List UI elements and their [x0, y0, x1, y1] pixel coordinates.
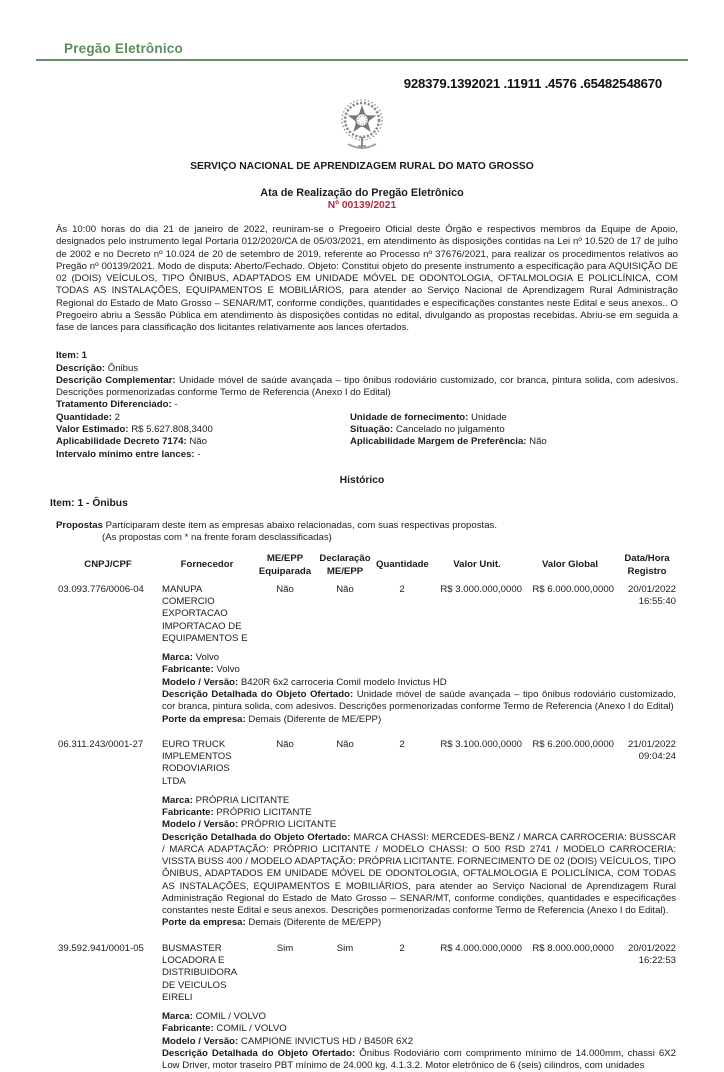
valor-global-cell: R$ 6.200.000,0000 [532, 738, 614, 750]
declaracao-cell: Não [336, 583, 354, 595]
data-value: 20/01/2022 [627, 583, 676, 595]
column-header-fornecedor: Fornecedor [180, 559, 234, 571]
modelo-label: Modelo / Versão: [162, 676, 239, 688]
cnpj-cell: 03.093.776/0006-04 [58, 583, 144, 595]
table-row [56, 943, 678, 1072]
propostas-table [56, 553, 678, 1072]
marca-value: Volvo [195, 652, 220, 664]
fornecedor-cell: BUSMASTER LOCADORA E DISTRIBUIDORA DE VEICULOS EIRELI [162, 942, 237, 1003]
fabricante-value: PRÓPRIO LICITANTE [216, 807, 312, 819]
fabricante-value: COMIL / VOLVO [216, 1023, 287, 1035]
hora-value: 09:04:24 [638, 751, 676, 763]
marca-value: COMIL / VOLVO [195, 1011, 266, 1023]
fabricante-line [162, 664, 676, 676]
descricao-complementar-value: Unidade móvel de saúde avançada – tipo ônibus rodoviário customizado, cor branca, pintura solida, com adesivos. Descrições pormenorizadas conforme Termo de Referencia (Anexo I do Edital) [56, 374, 679, 399]
unidade-value: Unidade [471, 411, 507, 423]
column-header-me-epp: ME/EPP Equiparada [258, 553, 312, 577]
column-header-cnpj: CNPJ/CPF [84, 559, 132, 571]
descricao-detalhada-label: Descrição Detalhada do Objeto Ofertado: [162, 688, 354, 700]
item-descricao-line [56, 363, 678, 375]
descricao-detalhada-label: Descrição Detalhada do Objeto Ofertado: [162, 1047, 356, 1059]
propostas-intro [56, 520, 678, 545]
item-section [56, 350, 678, 460]
item-fields-grid [56, 412, 678, 461]
marca-label: Marca: [162, 794, 193, 806]
valor-global-cell: R$ 8.000.000,0000 [532, 942, 614, 954]
item-descricao-complementar-line [56, 375, 678, 400]
table-header-row [56, 553, 678, 578]
data-hora-cell [616, 943, 678, 1004]
porte-line [162, 714, 676, 726]
situacao-value: Cancelado no julgamento [395, 423, 505, 435]
decreto-value: Não [189, 436, 207, 448]
descricao-detalhada-line [162, 689, 676, 714]
row-details [160, 795, 678, 930]
porte-value: Demais (Diferente de ME/EPP) [248, 917, 382, 929]
fornecedor-cell: EURO TRUCK IMPLEMENTOS RODOVIARIOS LTDA [162, 738, 232, 787]
me-epp-cell: Sim [276, 942, 294, 954]
descricao-value: Ônibus [107, 362, 139, 374]
fabricante-label: Fabricante: [162, 1023, 214, 1035]
marca-line [162, 1011, 676, 1023]
table-row [56, 739, 678, 930]
unidade-line [350, 412, 678, 424]
situacao-label: Situação: [350, 423, 394, 435]
modelo-line [162, 819, 676, 831]
propostas-line [56, 520, 678, 532]
marca-label: Marca: [162, 1011, 193, 1023]
fabricante-line [162, 807, 676, 819]
propostas-label: Propostas [56, 519, 103, 531]
porte-value: Demais (Diferente de ME/EPP) [248, 713, 382, 725]
column-header-quantidade: Quantidade [376, 559, 429, 571]
me-epp-cell: Não [276, 583, 294, 595]
document-title: Ata de Realização do Pregão Eletrônico [260, 187, 464, 199]
valor-estimado-value: R$ 5.627.808,3400 [131, 423, 213, 435]
valor-global-cell: R$ 6.000.000,0000 [532, 583, 614, 595]
porte-line [162, 917, 676, 929]
declaracao-cell: Sim [336, 942, 354, 954]
valor-estimado-label: Valor Estimado: [56, 423, 129, 435]
tratamento-label: Tratamento Diferenciado: [56, 399, 172, 411]
quantidade-line [56, 412, 350, 424]
modelo-label: Modelo / Versão: [162, 1035, 239, 1047]
cnpj-cell: 06.311.243/0001-27 [58, 738, 144, 750]
table-row [56, 584, 678, 726]
coat-of-arms-icon [0, 94, 724, 156]
fabricante-value: Volvo [216, 664, 240, 676]
hora-value: 16:55:40 [638, 596, 676, 608]
propostas-text: Participaram deste item as empresas abaixo relacionadas, com suas respectivas propostas. [105, 519, 497, 531]
marca-line [162, 652, 676, 664]
descricao-detalhada-line [162, 1048, 676, 1072]
marca-value: PRÓPRIA LICITANTE [195, 794, 290, 806]
descricao-detalhada-value: Ônibus Rodoviário com comprimento mínimo de 14.000mm, chassi 6X2 Low Driver, motor traseiro PBT mínimo de 24.000 kg. 4.1.3.2. Motor eletrônico de 6 (seis) cilindros, com unidades [162, 1047, 676, 1072]
modelo-label: Modelo / Versão: [162, 819, 239, 831]
quantidade-cell: 2 [399, 583, 405, 595]
intro-paragraph: Às 10:00 horas do dia 21 de janeiro de 2022, reuniram-se o Pregoeiro Oficial deste Órgão e respectivos membros da Equipe de Apoio, designados pelo instrumento legal Portaria 012/2020/CA de 05/03/2021, em atendimento às disposições contidas na Lei nº 10.520 de 17 de julho de 2002 e no Decreto nº 10.024 de 20 de setembro de 2019, referente ao Processo nº 37676/2021, para realizar os procedimentos relativos ao Pregão nº 00139/2021. Modo de disputa: Aberto/Fechado. Objeto: Constitui objeto do presente instrumento a especificação para AQUISIÇÃO DE 02 (DOIS) VEÍCULOS, TIPO ÔNIBUS, ADAPTADOS EM UNIDADE MÓVEL DE ODONTOLOGIA, OFTALMOLOGIA E POLICLÍNICA, COM TODAS AS INSTALAÇÕES, EQUIPAMENTOS E MOBILIÁRIOS, para atender ao Serviço Nacional de Aprendizagem Rural Administração Regional do Estado de Mato Grosso – SENAR/MT, conforme condições, quantidades e especificações constantes neste Edital e seus anexos.. O Pregoeiro abriu a Sessão Pública em atendimento às disposições contidas no edital, divulgando as propostas recebidas. Abriu-se em seguida a fase de lances para classificação dos licitantes relativamente aos lances ofertados. [56, 224, 678, 334]
descricao-complementar-label: Descrição Complementar: [56, 374, 176, 386]
row-details [160, 1011, 678, 1072]
descricao-detalhada-value: Unidade móvel de saúde avançada – tipo ônibus rodoviário customizado, cor branca, pintura solida, com adesivos. Descrições pormenorizadas conforme Termo de Referencia (Anexo I do Edital) [162, 688, 676, 713]
historico-item-heading: Item: 1 - Ônibus [50, 497, 128, 509]
modelo-value: B420R 6x2 carroceria Comil modelo Invictus HD [240, 676, 447, 688]
quantidade-value: 2 [114, 411, 120, 423]
section-title: Pregão Eletrônico [64, 41, 183, 56]
situacao-line [350, 424, 678, 436]
fabricante-label: Fabricante: [162, 664, 214, 676]
document-number: Nº 00139/2021 [327, 200, 397, 211]
marca-line [162, 795, 676, 807]
modelo-line [162, 1036, 676, 1048]
fabricante-label: Fabricante: [162, 807, 214, 819]
decreto-line [56, 436, 350, 448]
intervalo-value: - [197, 448, 201, 460]
data-hora-cell [616, 739, 678, 788]
margem-label: Aplicabilidade Margem de Preferência: [350, 436, 527, 448]
process-code: 928379.1392021 .11911 .4576 .65482548670 [403, 76, 662, 91]
document-page [0, 40, 724, 1072]
declaracao-cell: Não [336, 738, 354, 750]
margem-line [350, 436, 678, 448]
modelo-line [162, 677, 676, 689]
descricao-label: Descrição: [56, 362, 106, 374]
valor-unit-cell: R$ 3.100.000,0000 [440, 738, 522, 750]
row-details [160, 652, 678, 726]
porte-label: Porte da empresa: [162, 713, 246, 725]
modelo-value: CAMPIONE INVICTUS HD / B450R 6X2 [240, 1035, 414, 1047]
quantidade-cell: 2 [399, 738, 405, 750]
data-hora-cell [616, 584, 678, 645]
cnpj-cell: 39.592.941/0001-05 [58, 942, 144, 954]
descricao-detalhada-line [162, 832, 676, 918]
descricao-detalhada-label: Descrição Detalhada do Objeto Ofertado: [162, 831, 351, 843]
valor-unit-cell: R$ 4.000.000,0000 [440, 942, 522, 954]
organization-name: SERVIÇO NACIONAL DE APRENDIZAGEM RURAL DO MATO GROSSO [190, 161, 534, 172]
fabricante-line [162, 1023, 676, 1035]
unidade-label: Unidade de fornecimento: [350, 411, 469, 423]
column-header-valor-global: Valor Global [542, 559, 598, 571]
data-value: 20/01/2022 [627, 942, 676, 954]
modelo-value: PRÓPRIO LICITANTE [240, 819, 337, 831]
decreto-label: Aplicabilidade Decreto 7174: [56, 436, 187, 448]
quantidade-label: Quantidade: [56, 411, 112, 423]
porte-label: Porte da empresa: [162, 917, 246, 929]
marca-label: Marca: [162, 652, 193, 664]
margem-value: Não [529, 436, 547, 448]
propostas-note: (As propostas com * na frente foram desclassificadas) [102, 532, 332, 544]
valor-estimado-line [56, 424, 350, 436]
intervalo-label: Intervalo mínimo entre lances: [56, 448, 195, 460]
me-epp-cell: Não [276, 738, 294, 750]
section-banner [36, 40, 688, 61]
tratamento-value: - [174, 399, 178, 411]
column-header-valor-unit: Valor Unit. [453, 559, 501, 571]
item-tratamento-line [56, 399, 678, 411]
valor-unit-cell: R$ 3.000.000,0000 [440, 583, 522, 595]
column-header-declaracao: Declaração ME/EPP [319, 553, 371, 577]
column-header-data-hora: Data/Hora Registro [624, 553, 670, 577]
intervalo-line [56, 449, 350, 461]
hora-value: 16:22:53 [638, 955, 676, 967]
historico-title: Histórico [339, 474, 385, 486]
fornecedor-cell: MANUPA COMERCIO EXPORTACAO IMPORTACAO DE EQUIPAMENTOS E [162, 583, 248, 644]
item-heading: Item: 1 [56, 350, 87, 362]
descricao-detalhada-value: MARCA CHASSI: MERCEDES-BENZ / MARCA CARROCERIA: BUSSCAR / MARCA ADAPTAÇÃO: PRÓPRIO LICITANTE / MODELO CHASSI: O 500 RSD 2741 / MODELO CARROCERIA: VISSTA BUSS 400 / MODELO ADAPTAÇÃO: PRÓPRIA LICITANTE. FORNECIMENTO DE 02 (DOIS) VEÍCULOS, TIPO ÔNIBUS, ADAPTADOS EM UNIDADE MÓVEL DE ODONTOLOGIA, OFTALMOLOGIA E POLICLÍNICA, COM TODAS AS INSTALAÇÕES, EQUIPAMENTOS E MOBILIÁRIOS, para atender ao Serviço Nacional de Aprendizagem Rural Administração Regional do Estado de Mato Grosso – SENAR/MT, conforme condições, quantidades e especificações constantes neste Edital e seus anexos. Descrições pormenorizadas conforme Termo de Referencia (Anexo I do Edital). [162, 831, 676, 917]
data-value: 21/01/2022 [627, 738, 676, 750]
quantidade-cell: 2 [399, 942, 405, 954]
